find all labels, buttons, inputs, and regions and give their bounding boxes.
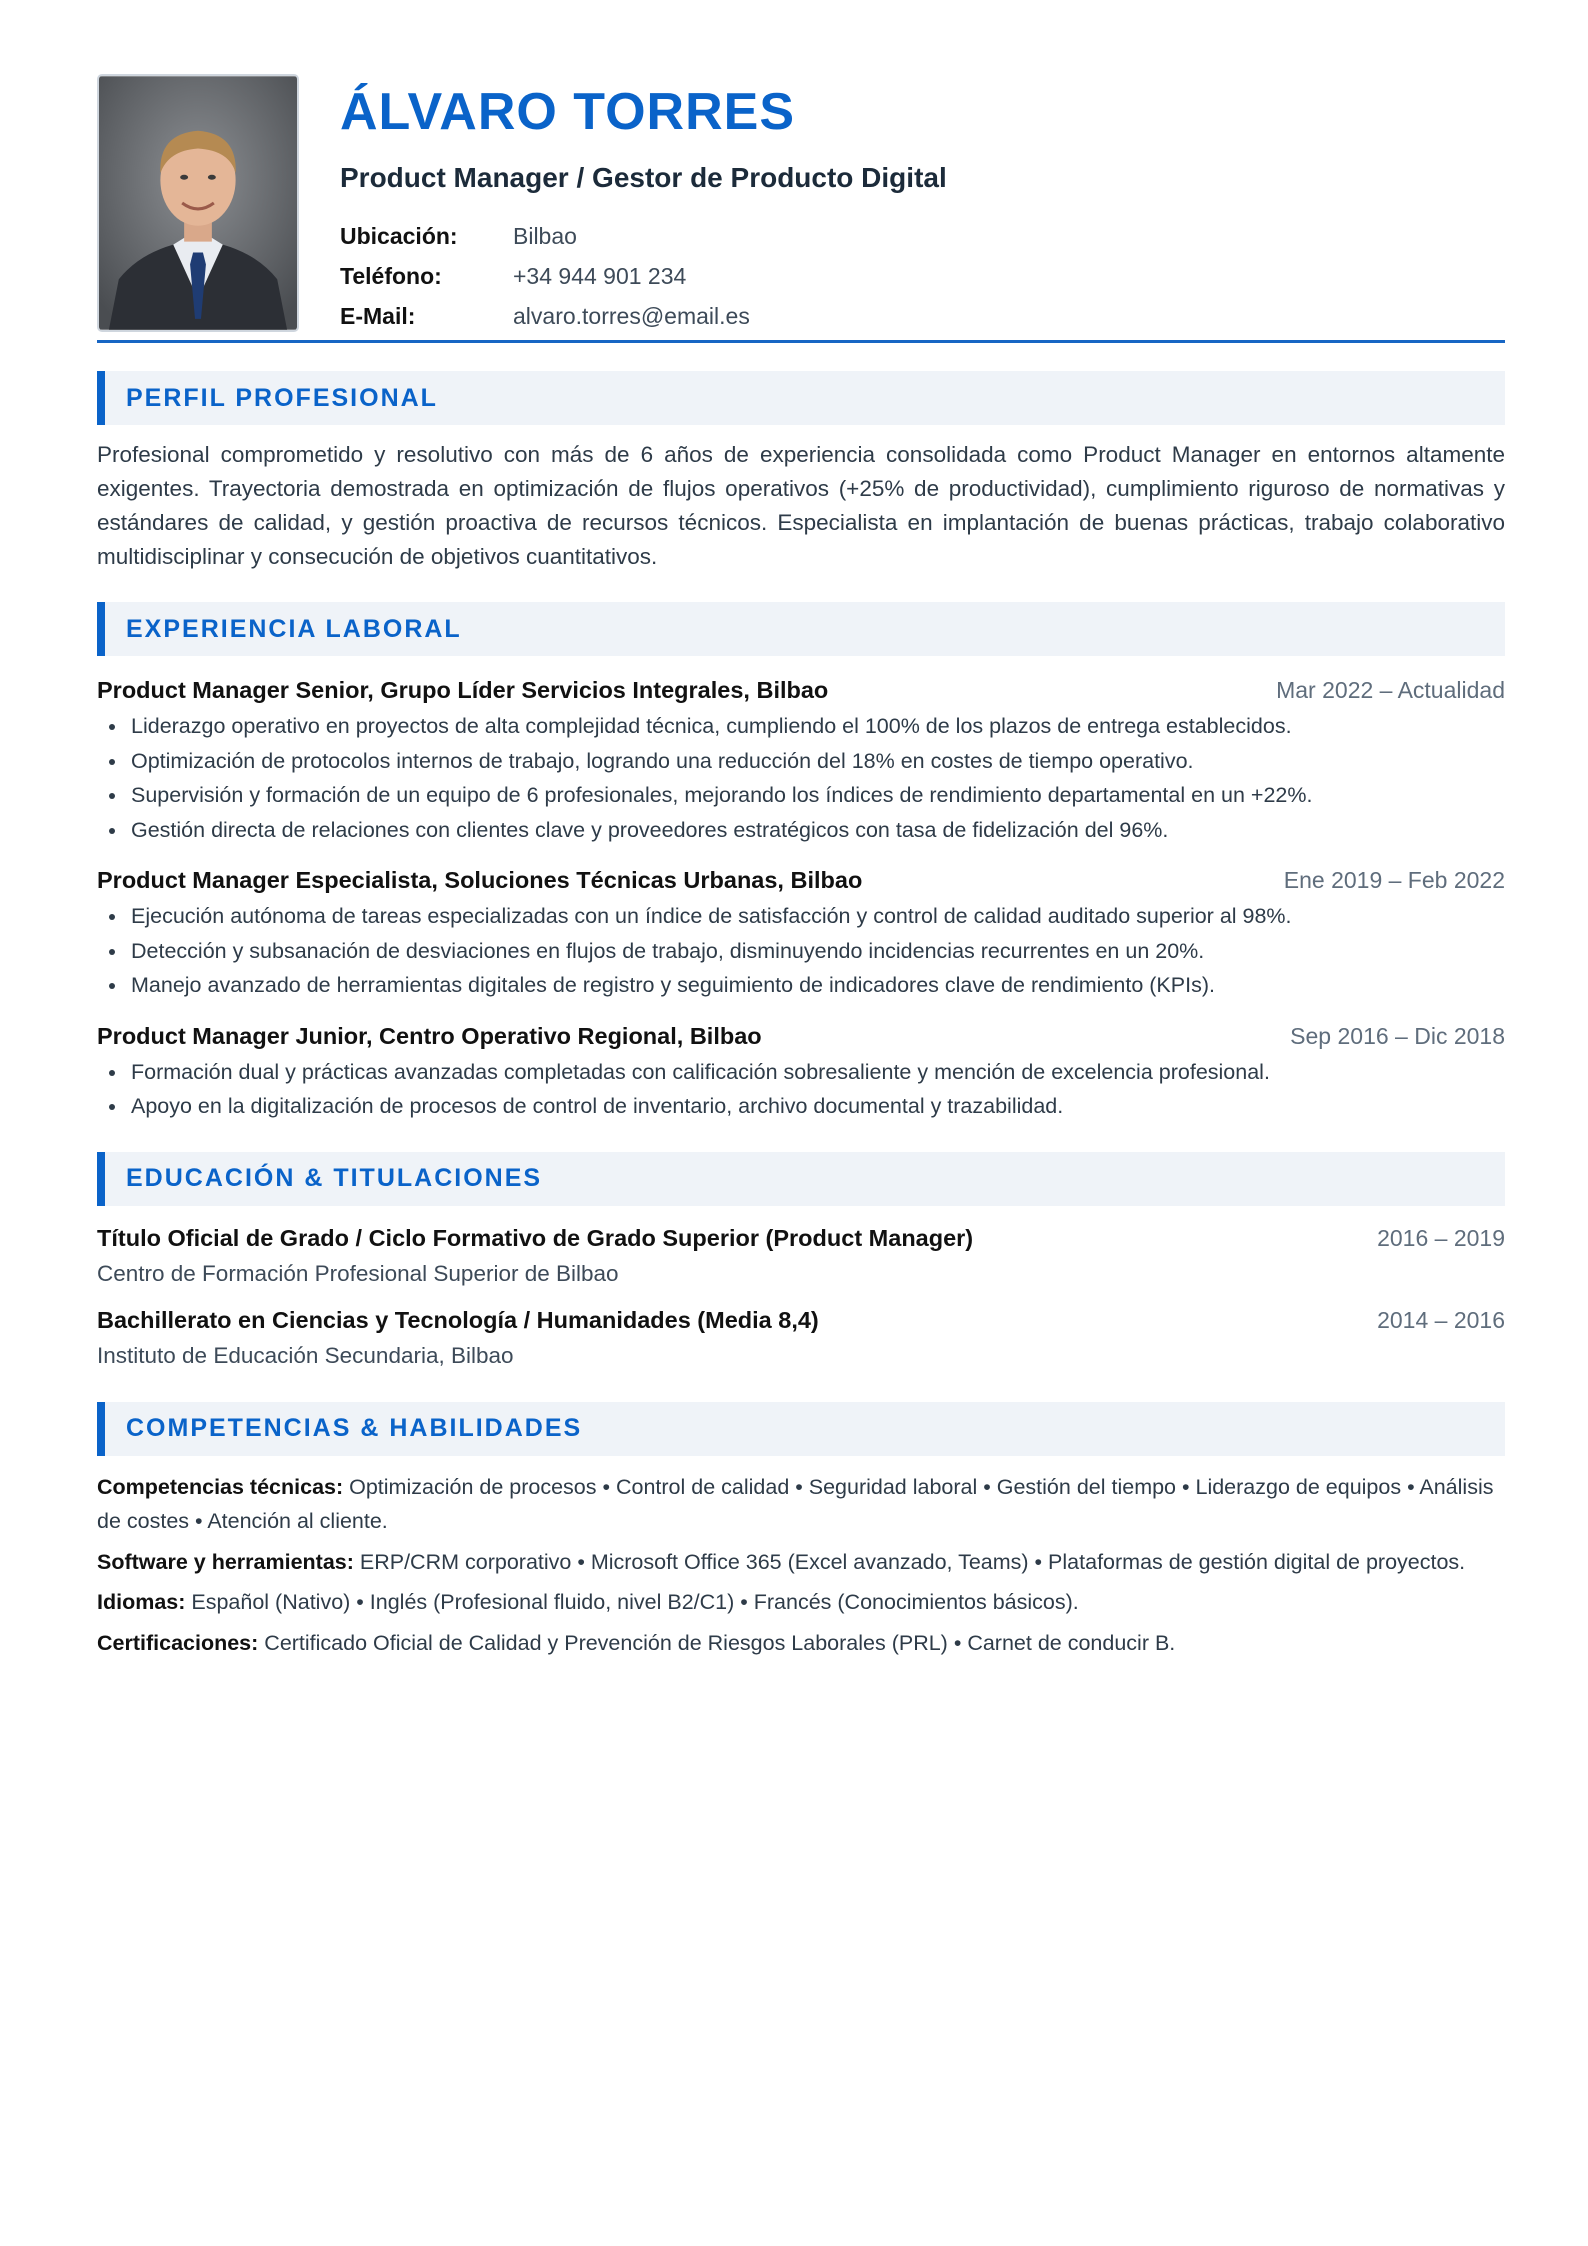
job-bullets: [97, 709, 1505, 847]
skill-item: [97, 1470, 1505, 1539]
education-list: [97, 1220, 1505, 1374]
candidate-name: ÁLVARO TORRES: [340, 83, 796, 141]
header-divider: [97, 340, 1505, 343]
candidate-role: Product Manager / Gestor de Producto Digital: [340, 162, 947, 193]
job-title: Product Manager Senior, Grupo Líder Servicios Integrales, Bilbao: [97, 677, 829, 703]
skill-text: Certificado Oficial de Calidad y Prevención de Riesgos Laborales (PRL) • Carnet de conducir B.: [258, 1630, 1176, 1655]
job-date: Ene 2019 – Feb 2022: [1283, 867, 1505, 893]
contact-phone: [340, 256, 947, 296]
contact-email: [340, 296, 947, 336]
contact-label: E-Mail:: [340, 302, 416, 329]
bullet-item: Optimización de protocolos internos de trabajo, logrando una reducción del 18% en costes de tiempo operativo.: [97, 744, 1505, 779]
education-entry: [97, 1302, 1505, 1374]
skill-label: Idiomas:: [97, 1590, 186, 1614]
section-header-education: [97, 1152, 1505, 1206]
job-date: Sep 2016 – Dic 2018: [1290, 1022, 1505, 1049]
education-date: 2014 – 2016: [1377, 1306, 1505, 1333]
bullet-item: Formación dual y prácticas avanzadas completadas con calificación sobresaliente y mención de excelencia profesional.: [97, 1055, 1505, 1090]
experience-list: [97, 671, 1505, 1124]
skill-item: [97, 1626, 1505, 1661]
job-title: Product Manager Especialista, Soluciones Técnicas Urbanas, Bilbao: [97, 867, 863, 893]
contact-value: +34 944 901 234: [513, 262, 687, 289]
job-bullets: [97, 899, 1505, 1003]
education-institution: Centro de Formación Profesional Superior de Bilbao: [97, 1260, 619, 1286]
profile-photo: [97, 74, 299, 332]
profile-summary: Profesional comprometido y resolutivo con más de 6 años de experiencia consolidada como Product Manager en entornos altamente exigentes. Trayectoria demostrada en optimización de flujos operativos (+25% de productividad), cumplimiento riguroso de normativas y estándares de calidad, y gestión proactiva de recursos técnicos. Especialista en implantación de buenas prácticas, trabajo colaborativo multidisciplinar y consecución de objetivos cuantitativos.: [97, 442, 1505, 569]
skills-list: [97, 1470, 1505, 1661]
section-title: EXPERIENCIA LABORAL: [126, 614, 462, 643]
bullet-item: Supervisión y formación de un equipo de 6 profesionales, mejorando los índices de rendimiento departamental en un +22%.: [97, 778, 1505, 813]
section-header-profile: [97, 371, 1505, 425]
section-header-experience: [97, 602, 1505, 656]
bullet-item: Liderazgo operativo en proyectos de alta complejidad técnica, cumpliendo el 100% de los plazos de entrega establecidos.: [97, 709, 1505, 744]
contact-value[interactable]: alvaro.torres@email.es: [513, 302, 750, 329]
job-bullets: [97, 1055, 1505, 1124]
education-title: Bachillerato en Ciencias y Tecnología / Humanidades (Media 8,4): [97, 1306, 819, 1333]
resume-page: [97, 74, 1505, 1666]
education-entry: [97, 1220, 1505, 1292]
education-institution: Instituto de Educación Secundaria, Bilbao: [97, 1342, 514, 1368]
education-date: 2016 – 2019: [1377, 1224, 1505, 1251]
job-date: Mar 2022 – Actualidad: [1276, 677, 1505, 703]
bullet-item: Ejecución autónoma de tareas especializadas con un índice de satisfacción y control de calidad auditado superior al 98%.: [97, 899, 1505, 934]
job-entry: [97, 1017, 1505, 1124]
resume-header: [97, 74, 1505, 336]
section-title: EDUCACIÓN & TITULACIONES: [126, 1164, 543, 1192]
skill-text: Español (Nativo) • Inglés (Profesional fluido, nivel B2/C1) • Francés (Conocimientos básicos).: [185, 1590, 1079, 1614]
header-info: [340, 74, 947, 336]
education-title: Título Oficial de Grado / Ciclo Formativo de Grado Superior (Product Manager): [97, 1224, 974, 1251]
section-title: PERFIL PROFESIONAL: [126, 383, 438, 412]
portrait-image: [99, 76, 297, 330]
bullet-item: Manejo avanzado de herramientas digitales de registro y seguimiento de indicadores clave de rendimiento (KPIs).: [97, 968, 1505, 1003]
skill-label: Competencias técnicas:: [97, 1474, 344, 1499]
bullet-item: Apoyo en la digitalización de procesos de control de inventario, archivo documental y trazabilidad.: [97, 1089, 1505, 1124]
section-title: COMPETENCIAS & HABILIDADES: [126, 1414, 583, 1442]
skill-item: [97, 1545, 1505, 1580]
bullet-item: Gestión directa de relaciones con clientes clave y proveedores estratégicos con tasa de fidelización del 96%.: [97, 813, 1505, 848]
skill-item: [97, 1585, 1505, 1620]
skill-label: Certificaciones:: [97, 1630, 259, 1655]
section-header-skills: [97, 1402, 1505, 1456]
skill-label: Software y herramientas:: [97, 1549, 354, 1574]
contact-location: [340, 216, 947, 256]
bullet-item: Detección y subsanación de desviaciones en flujos de trabajo, disminuyendo incidencias recurrentes en un 20%.: [97, 934, 1505, 969]
skill-text: ERP/CRM corporativo • Microsoft Office 365 (Excel avanzado, Teams) • Plataformas de gestión digital de proyectos.: [353, 1549, 1466, 1574]
job-entry: [97, 861, 1505, 1003]
contact-value: Bilbao: [513, 222, 577, 249]
job-title: Product Manager Junior, Centro Operativo Regional, Bilbao: [97, 1022, 762, 1049]
skill-text: Optimización de procesos • Control de calidad • Seguridad laboral • Gestión del tiempo • Liderazgo de equipos • Análisis de costes • Atención al cliente.: [97, 1474, 1494, 1533]
contact-list: [340, 216, 947, 336]
contact-label: Ubicación:: [340, 222, 458, 249]
contact-label: Teléfono:: [340, 262, 442, 289]
job-entry: [97, 671, 1505, 847]
